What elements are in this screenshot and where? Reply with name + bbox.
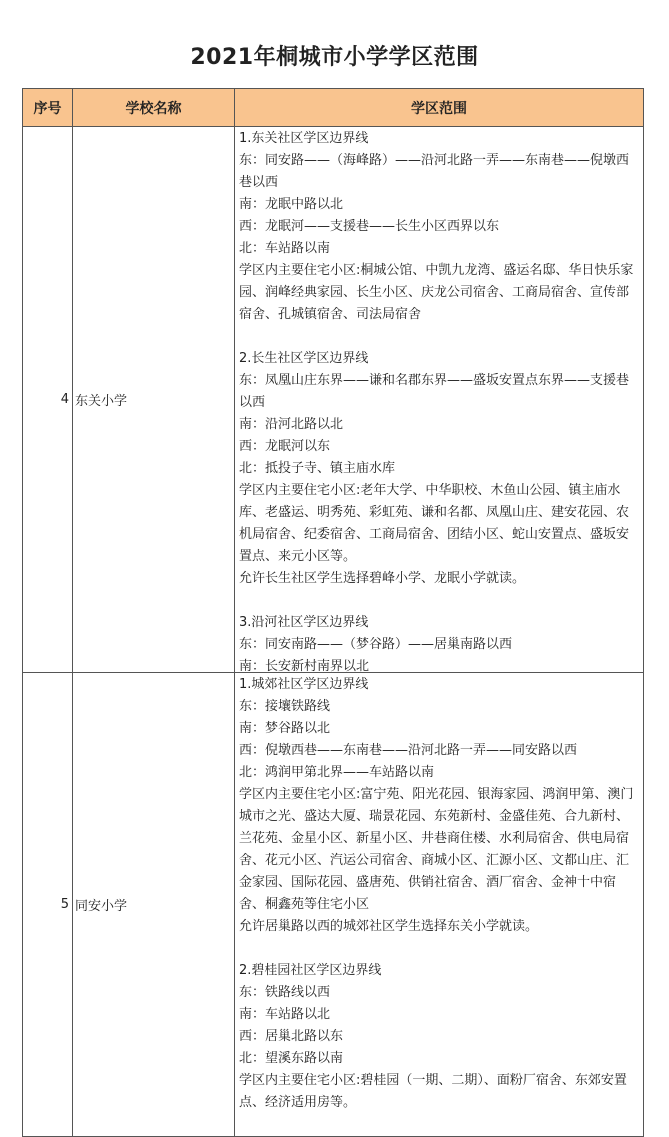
district-lines xyxy=(239,128,639,672)
district-line: 学区内主要住宅小区:老年大学、中华职校、木鱼山公园、镇主庙水库、老盛运、明秀苑、彩虹苑、谦和名都、凤凰山庄、建安花园、农机局宿舍、纪委宿舍、工商局宿舍、团结小区、蛇山安置点、盛坂安置点、来元小区等。 xyxy=(239,483,630,564)
district-line: 东：凤凰山庄东界——谦和名郡东界——盛坂安置点东界——支援巷以西 xyxy=(239,373,630,410)
district-line: 学区内主要住宅小区:桐城公馆、中凯九龙湾、盛运名邸、华日快乐家园、润峰经典家园、长生小区、庆龙公司宿舍、工商局宿舍、宣传部宿舍、孔城镇宿舍、司法局宿舍 xyxy=(239,263,634,322)
district-line: 西：龙眠河——支援巷——长生小区西界以东 xyxy=(239,219,500,234)
district-line xyxy=(239,938,639,960)
district-line: 西：龙眠河以东 xyxy=(239,439,331,454)
district-line: 东：接壤铁路线 xyxy=(239,699,331,714)
row-school-name: 东关小学 xyxy=(73,127,235,673)
district-line: 学区内主要住宅小区:碧桂园（一期、二期）、面粉厂宿舍、东郊安置点、经济适用房等。 xyxy=(239,1073,627,1110)
district-line: 1.东关社区学区边界线 xyxy=(239,131,369,146)
district-line: 北：望溪东路以南 xyxy=(239,1051,344,1066)
table-row xyxy=(23,127,644,673)
district-line: 东：铁路线以西 xyxy=(239,985,331,1000)
row-district-area xyxy=(235,673,644,1137)
district-line: 允许居巢路以西的城郊社区学生选择东关小学就读。 xyxy=(239,919,539,934)
table-header-row xyxy=(23,89,644,127)
district-line: 东：同安路——（海峰路）——沿河北路一弄——东南巷——倪墩西巷以西 xyxy=(239,153,630,190)
row-seq: 4 xyxy=(23,127,73,673)
district-line: 南：长安新村南界以北 xyxy=(239,659,370,672)
district-line: 东：同安南路——（梦谷路）——居巢南路以西 xyxy=(239,637,513,652)
table-row xyxy=(23,673,644,1137)
district-line: 2.碧桂园社区学区边界线 xyxy=(239,963,382,978)
page-title: 2021年桐城市小学学区范围 xyxy=(190,45,479,70)
district-line: 西：倪墩西巷——东南巷——沿河北路一弄——同安路以西 xyxy=(239,743,578,758)
district-line: 西：居巢北路以东 xyxy=(239,1029,344,1044)
row-district-area xyxy=(235,127,644,673)
district-line xyxy=(239,590,639,612)
header-school: 学校名称 xyxy=(73,89,235,127)
district-line: 南：沿河北路以北 xyxy=(239,417,344,432)
district-line: 2.长生社区学区边界线 xyxy=(239,351,369,366)
district-line: 允许长生社区学生选择碧峰小学、龙眠小学就读。 xyxy=(239,571,526,586)
district-line: 北：抵投子寺、镇主庙水库 xyxy=(239,461,396,476)
district-line: 学区内主要住宅小区:富宁苑、阳光花园、银海家园、鸿润甲第、澳门城市之光、盛达大厦、瑞景花园、东苑新村、金盛佳苑、合九新村、兰花苑、金星小区、新星小区、井巷商住楼、水利局宿舍、供电局宿舍、花元小区、汽运公司宿舍、商城小区、汇源小区、文都山庄、汇金家园、国际花园、盛唐苑、供销社宿舍、酒厂宿舍、金神十中宿舍、桐鑫苑等住宅小区 xyxy=(239,787,634,912)
district-lines xyxy=(239,674,639,1136)
header-area: 学区范围 xyxy=(235,89,644,127)
district-line: 北：鸿润甲第北界——车站路以南 xyxy=(239,765,435,780)
district-line: 1.城郊社区学区边界线 xyxy=(239,677,369,692)
header-seq: 序号 xyxy=(23,89,73,127)
row-school-name: 同安小学 xyxy=(73,673,235,1137)
district-line: 南：龙眠中路以北 xyxy=(239,197,344,212)
district-line xyxy=(239,326,639,348)
district-line: 北：车站路以南 xyxy=(239,241,331,256)
school-district-table xyxy=(22,88,644,1137)
district-line: 南：车站路以北 xyxy=(239,1007,331,1022)
row-seq: 5 xyxy=(23,673,73,1137)
district-line: 3.沿河社区学区边界线 xyxy=(239,615,369,630)
district-line: 南：梦谷路以北 xyxy=(239,721,331,736)
